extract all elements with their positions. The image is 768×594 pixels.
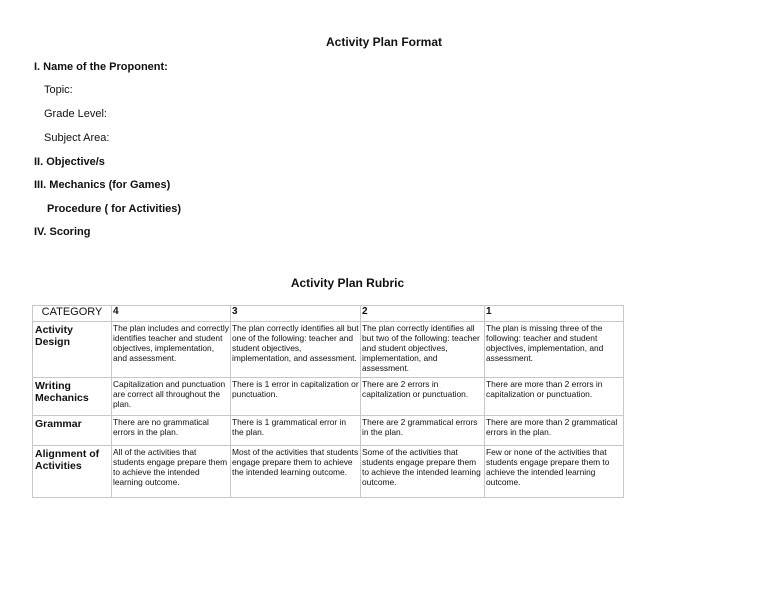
table-cell: The plan includes and correctly identifies teacher and student objectives, implementation, and assessment. [112, 322, 231, 378]
table-cell: Some of the activities that students engage prepare them to achieve the intended learning outcome. [361, 446, 485, 498]
row-category: Alignment of Activities [33, 446, 112, 498]
table-row [33, 378, 624, 416]
topic-label: Topic: [44, 84, 73, 96]
table-cell: There are more than 2 errors in capitalization or punctuation. [485, 378, 624, 416]
header-score-4: 4 [112, 306, 231, 322]
mechanics-label: III. Mechanics (for Games) [34, 179, 171, 191]
document-title: Activity Plan Format [325, 35, 443, 49]
rubric-title: Activity Plan Rubric [290, 276, 405, 290]
header-score-3: 3 [231, 306, 361, 322]
row-category: Writing Mechanics [33, 378, 112, 416]
subject-area-label: Subject Area: [44, 132, 110, 144]
rubric-header-row [33, 306, 624, 322]
table-row [33, 446, 624, 498]
table-cell: The plan is missing three of the following: teacher and student objectives, implementation, and assessment. [485, 322, 624, 378]
proponent-label: I. Name of the Proponent: [34, 61, 168, 73]
table-cell: All of the activities that students engage prepare them to achieve the intended learning outcome. [112, 446, 231, 498]
header-score-1: 1 [485, 306, 624, 322]
table-cell: The plan correctly identifies all but two of the following: teacher and student objectives, implementation, and assessment. [361, 322, 485, 378]
table-cell: There is 1 grammatical error in the plan. [231, 416, 361, 446]
table-cell: There are no grammatical errors in the plan. [112, 416, 231, 446]
table-cell: There are 2 grammatical errors in the plan. [361, 416, 485, 446]
row-category: Activity Design [33, 322, 112, 378]
scoring-label: IV. Scoring [34, 226, 91, 238]
table-cell: Capitalization and punctuation are correct all throughout the plan. [112, 378, 231, 416]
table-cell: Most of the activities that students engage prepare them to achieve the intended learning outcome. [231, 446, 361, 498]
table-cell: There are 2 errors in capitalization or punctuation. [361, 378, 485, 416]
table-cell: There are more than 2 grammatical errors in the plan. [485, 416, 624, 446]
table-cell: There is 1 error in capitalization or punctuation. [231, 378, 361, 416]
table-row [33, 322, 624, 378]
table-cell: Few or none of the activities that students engage prepare them to achieve the intended learning outcome. [485, 446, 624, 498]
procedure-label: Procedure ( for Activities) [47, 203, 182, 215]
grade-level-label: Grade Level: [44, 108, 107, 120]
row-category: Grammar [33, 416, 112, 446]
header-category: CATEGORY [33, 306, 112, 322]
rubric-table [32, 305, 624, 498]
header-score-2: 2 [361, 306, 485, 322]
objectives-label: II. Objective/s [34, 156, 105, 168]
table-cell: The plan correctly identifies all but one of the following: teacher and student objectives, implementation, and assessment. [231, 322, 361, 378]
table-row [33, 416, 624, 446]
